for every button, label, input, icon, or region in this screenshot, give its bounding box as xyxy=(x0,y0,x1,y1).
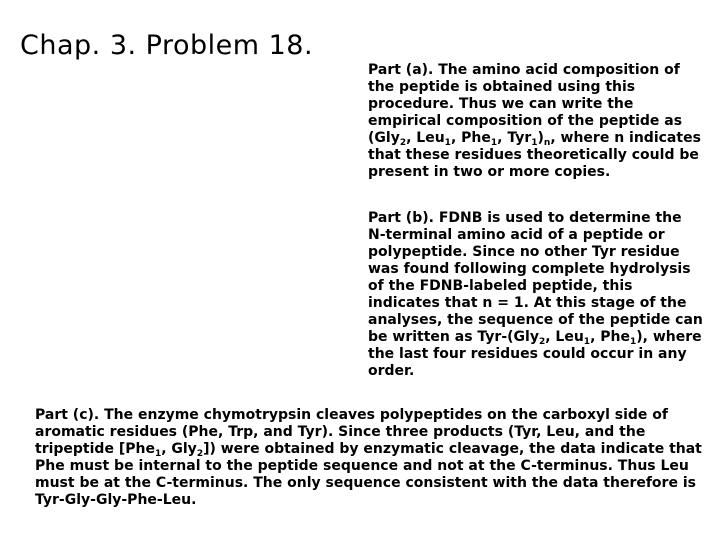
part-a-paragraph xyxy=(368,62,704,181)
part-b-text-1: Part (b). FDNB is used to determine the N-terminal amino acid of a peptide or polypeptide. Since no other Tyr residue was found following complete hydrolysis of the FDNB-labeled peptide, this indicates that n = 1. At this stage of the analyses, the sequence of the peptide can be written as Tyr-(Gly xyxy=(368,210,703,345)
part-a-sub-3: 1 xyxy=(490,138,498,148)
part-c-sub-2: 2 xyxy=(196,449,204,459)
slide-title: Chap. 3. Problem 18. xyxy=(20,30,314,61)
part-b-sub-1: 2 xyxy=(538,337,546,347)
part-a-sub-1: 2 xyxy=(399,138,407,148)
part-a-text-5: ) xyxy=(537,130,544,146)
part-b-sub-3: 1 xyxy=(629,337,637,347)
part-b-text-2: , Leu xyxy=(545,329,584,345)
part-b-sub-2: 1 xyxy=(583,337,591,347)
part-c-paragraph xyxy=(35,407,705,509)
part-a-text-4: , Tyr xyxy=(497,130,532,146)
part-b-paragraph xyxy=(368,210,704,380)
part-a-sub-5: n xyxy=(543,138,551,148)
part-a-text-2: , Leu xyxy=(406,130,445,146)
part-b-text-4: ), where the last four residues could occur in any order. xyxy=(368,329,702,379)
part-a-sub-4: 1 xyxy=(531,138,538,148)
part-a-text-1: Part (a). The amino acid composition of the peptide is obtained using this procedure. Thus we can write the empirical composition of the peptide as (Gly xyxy=(368,62,683,146)
part-c-sub-1: 1 xyxy=(154,449,162,459)
part-c-text-1: Part (c). The enzyme chymotrypsin cleaves polypeptides on the carboxyl side of aromatic residues (Phe, Trp, and Tyr). Since three products (Tyr, Leu, and the tripeptide [Phe xyxy=(35,407,669,457)
part-a-sub-2: 1 xyxy=(444,138,451,148)
part-a-text-3: , Phe xyxy=(450,130,491,146)
part-b-text-3: , Phe xyxy=(590,329,630,345)
part-c-text-2: , Gly xyxy=(161,441,197,457)
part-a-text-6: , where n indicates that these residues theoretically could be present in two or more copies. xyxy=(368,130,701,180)
part-c-text-3: ]) were obtained by enzymatic cleavage, the data indicate that Phe must be internal to the peptide sequence and not at the C-terminus. Thus Leu must be at the C-terminus. The only sequence consistent with the data therefore is Tyr-Gly-Gly-Phe-Leu. xyxy=(35,441,702,508)
